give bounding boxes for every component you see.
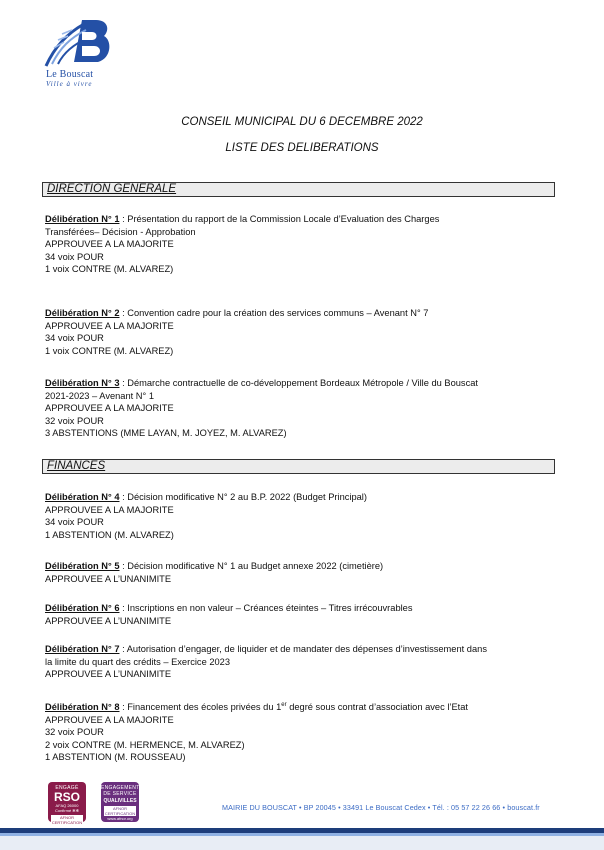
deliberation-text: : Décision modificative N° 1 au Budget annexe 2022 (cimetière) xyxy=(119,561,384,571)
badge-main-text: QUALIVILLES xyxy=(103,798,137,804)
vote-for: 34 voix POUR xyxy=(45,333,104,344)
deliberation-heading xyxy=(45,699,559,714)
deliberation-label: Délibération N° 3 xyxy=(45,378,120,388)
deliberation-text: : Présentation du rapport de la Commission Locale d’Evaluation des Charges xyxy=(119,214,440,224)
vote-result: APPROUVEE A LA MAJORITE xyxy=(45,239,174,250)
vote-result: APPROUVEE A L’UNANIMITE xyxy=(45,669,172,680)
logo-text xyxy=(46,70,116,88)
deliberation-text-cont: la limite du quart des crédits – Exercice 2023 xyxy=(45,656,230,667)
document-subtitle: LISTE DES DELIBERATIONS xyxy=(225,142,379,154)
vote-against: 1 voix CONTRE (M. ALVAREZ) xyxy=(45,345,174,356)
deliberation-text: : Démarche contractuelle de co-développement Bordeaux Métropole / Ville du Bouscat xyxy=(119,378,478,388)
deliberation-heading xyxy=(45,377,559,390)
badge-main-text: RSO xyxy=(53,790,80,804)
vote-against: 1 voix CONTRE (M. ALVAREZ) xyxy=(45,264,174,275)
badge-cert-text: AFNOR CERTIFICATION xyxy=(104,806,136,816)
deliberation-2 xyxy=(45,307,559,357)
deliberation-8 xyxy=(45,699,559,764)
deliberation-heading xyxy=(45,213,559,226)
deliberation-heading xyxy=(45,602,559,615)
footer-address: MAIRIE DU BOUSCAT • BP 20045 • 33491 Le Bouscat Cedex • Tél. : 05 57 22 26 66 • bouscat.fr xyxy=(222,803,540,812)
deliberation-text-cont: Transférées– Décision - Approbation xyxy=(45,226,196,237)
deliberation-label: Délibération N° 2 xyxy=(45,308,120,318)
deliberation-label: Délibération N° 7 xyxy=(45,644,120,654)
deliberation-5 xyxy=(45,560,559,585)
badge-site-text: www.afnor.org xyxy=(107,816,133,821)
vote-result: APPROUVEE A LA MAJORITE xyxy=(45,714,174,725)
vote-for: 32 voix POUR xyxy=(45,727,104,738)
vote-result: APPROUVEE A LA MAJORITE xyxy=(45,504,174,515)
deliberation-heading xyxy=(45,491,559,504)
document-title: CONSEIL MUNICIPAL DU 6 DECEMBRE 2022 xyxy=(181,116,423,128)
deliberation-text: : Inscriptions en non valeur – Créances éteintes – Titres irrécouvrables xyxy=(119,603,413,613)
deliberation-text: : Convention cadre pour la création des services communs – Avenant N° 7 xyxy=(119,308,429,318)
deliberation-text: : Décision modificative N° 2 au B.P. 2022 (Budget Principal) xyxy=(119,492,367,502)
deliberation-1 xyxy=(45,213,559,276)
deliberation-heading xyxy=(45,560,559,573)
deliberation-text-b: degré sous contrat d’association avec l’Etat xyxy=(286,702,468,712)
vote-result: APPROUVEE A LA MAJORITE xyxy=(45,320,174,331)
deliberation-label: Délibération N° 1 xyxy=(45,214,120,224)
deliberation-heading xyxy=(45,643,559,656)
vote-result: APPROUVEE A LA MAJORITE xyxy=(45,403,174,414)
deliberation-3 xyxy=(45,377,559,440)
deliberation-label: Délibération N° 5 xyxy=(45,561,120,571)
rso-badge-icon xyxy=(48,782,86,825)
logo-tagline: Ville à vivre xyxy=(46,80,93,88)
vote-abstention: 1 ABSTENTION (M. ALVAREZ) xyxy=(45,529,174,540)
deliberation-7 xyxy=(45,643,559,681)
section-header-direction-generale: DIRECTION GENERALE xyxy=(42,182,555,197)
vote-result: APPROUVEE A L’UNANIMITE xyxy=(45,573,172,584)
deliberation-label: Délibération N° 4 xyxy=(45,492,120,502)
qualivilles-badge-icon xyxy=(101,782,139,822)
vote-for: 34 voix POUR xyxy=(45,517,104,528)
badge-sub-text: AFAQ 26000 xyxy=(55,803,79,808)
vote-result: APPROUVEE A L’UNANIMITE xyxy=(45,615,172,626)
deliberation-text-cont: 2021-2023 – Avenant N° 1 xyxy=(45,390,154,401)
deliberation-heading xyxy=(45,307,559,320)
superscript: er xyxy=(281,702,287,708)
vote-for: 34 voix POUR xyxy=(45,251,104,262)
vote-abstention: 1 ABSTENTION (M. ROUSSEAU) xyxy=(45,752,186,763)
deliberation-label: Délibération N° 6 xyxy=(45,603,120,613)
badge-top-text: ENGAGÉ xyxy=(55,785,79,791)
badge-note-text: Confirmé ✻✻ xyxy=(54,808,80,813)
section-header-finances: FINANCES xyxy=(42,459,555,474)
badge-cert-text: AFNOR CERTIFICATION xyxy=(51,815,83,825)
vote-for: 32 voix POUR xyxy=(45,415,104,426)
deliberation-label: Délibération N° 8 xyxy=(45,702,120,712)
vote-against: 2 voix CONTRE (M. HERMENCE, M. ALVAREZ) xyxy=(45,739,245,750)
deliberation-text: : Autorisation d’engager, de liquider et de mandater des dépenses d’investissement dans xyxy=(119,644,487,654)
deliberation-text: : Financement des écoles privées du 1 xyxy=(119,702,282,712)
vote-abstentions: 3 ABSTENTIONS (MME LAYAN, M. JOYEZ, M. ALVAREZ) xyxy=(45,428,287,439)
deliberation-4 xyxy=(45,491,559,541)
footer-band-light xyxy=(0,833,604,850)
logo-name: Le Bouscat xyxy=(46,69,94,80)
badge-top-text: ENGAGEMENT DE SERVICE xyxy=(101,785,140,797)
deliberation-6 xyxy=(45,602,559,627)
